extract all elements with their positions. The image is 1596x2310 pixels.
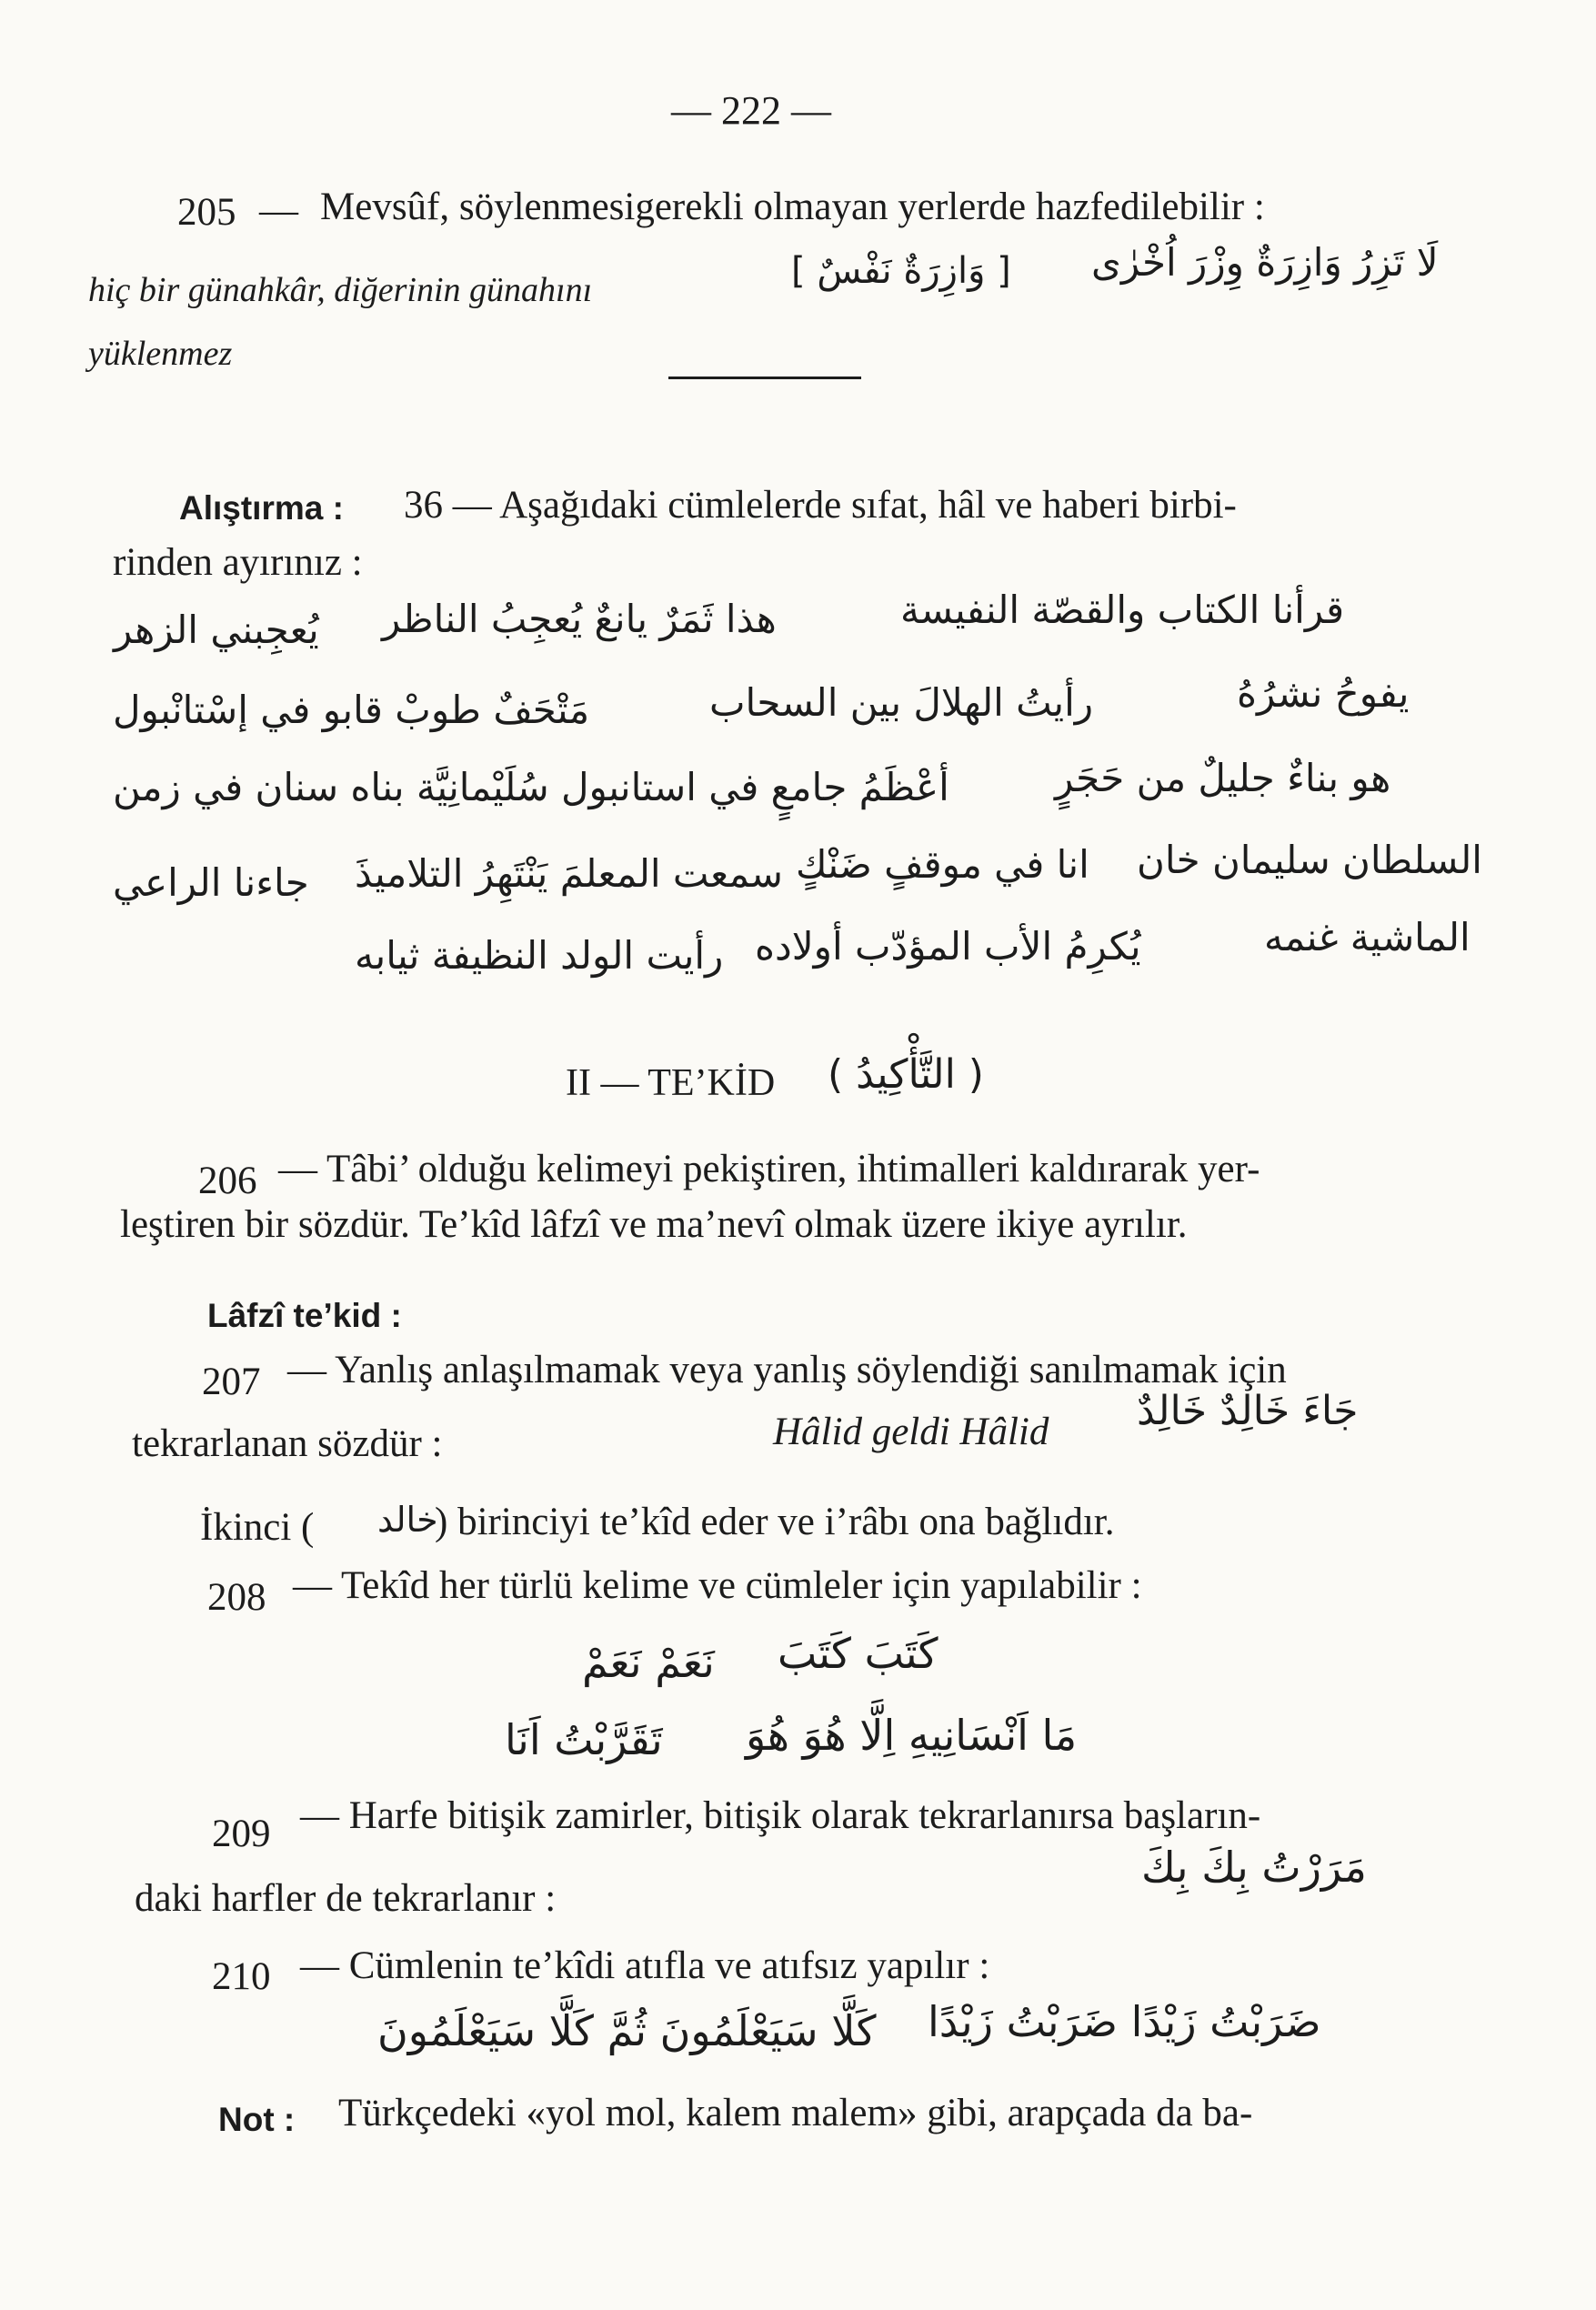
paragraph-210-text: — Cümlenin te’kîdi atıfla ve atıfsız yapılır : — [300, 1944, 990, 1987]
paragraph-210-example-left: كَلَّا سَيَعْلَمُونَ ثُمَّ كَلَّا سَيَعْلَمُونَ — [377, 2006, 877, 2055]
exercise-arabic-row-1-c: يُعجِبني الزهر — [114, 608, 319, 652]
exercise-text-line-1: 36 — Aşağıdaki cümlelerde sıfat, hâl ve haberi birbi- — [404, 484, 1237, 527]
exercise-arabic-row-2-b: رأيتُ الهلالَ بين السحاب — [709, 680, 1094, 725]
exercise-arabic-row-4-d: جاءنا الراعي — [113, 860, 309, 905]
paragraph-210-number: 210 — [212, 1955, 271, 1998]
note-label: Not : — [218, 2101, 296, 2138]
paragraph-205-example-ar: لَا تَزِرُ وَازِرَةٌ وِزْرَ اُخْرٰى — [1091, 240, 1439, 285]
paragraph-206-line-2: leştiren bir sözdür. Te’kîd lâfzî ve ma’nevî olmak üzere ikiye ayrılır. — [120, 1203, 1188, 1246]
exercise-arabic-row-5-c: رأيت الولد النظيفة ثيابه — [355, 933, 724, 978]
paragraph-209-example-ar: مَرَرْتُ بِكَ بِكَ — [1141, 1843, 1367, 1892]
paragraph-205-number: 205 — [177, 191, 236, 234]
section-divider — [668, 377, 861, 379]
paragraph-209-number: 209 — [212, 1813, 271, 1855]
paragraph-209-line-2: daki harfler de tekrarlanır : — [135, 1877, 557, 1920]
exercise-label: Alıştırma : — [179, 489, 344, 527]
exercise-arabic-row-4-c: سمعت المعلمَ يَنْتَهِرُ التلاميذَ — [355, 851, 783, 896]
exercise-arabic-row-4-b: انا في موقفٍ ضَنْكٍ — [796, 842, 1089, 887]
paragraph-208-example-1-left: نَعَمْ نَعَمْ — [582, 1638, 715, 1687]
paragraph-210-example-right: ضَرَبْتُ زَيْدًا ضَرَبْتُ زَيْدًا — [928, 1997, 1321, 2046]
ikinci-pre: İkinci ( — [200, 1506, 315, 1549]
paragraph-208-example-2-left: تَقَرَّبْتُ اَنَا — [505, 1715, 663, 1764]
lafzi-tekid-label: Lâfzî te’kid : — [207, 1297, 402, 1334]
paragraph-205-example-tr: hiç bir günahkâr, diğerinin günahını — [88, 271, 593, 309]
paragraph-209-line-1: — Harfe bitişik zamirler, bitişik olarak tekrarlanırsa başların- — [300, 1794, 1261, 1837]
exercise-arabic-row-3-a: هو بناءٌ جليلٌ من حَجَرٍ — [1055, 756, 1391, 800]
section-2-title-arabic: ( التَّأْكِيدُ ) — [828, 1051, 984, 1098]
section-2-title: II — TE’KİD — [566, 1062, 776, 1104]
exercise-arabic-row-3-b: أعْظَمُ جامعٍ في استانبول سُلَيْمانِيَّة بناه سنان في زمن — [113, 765, 949, 809]
ikinci-arabic: خالد — [377, 1500, 438, 1540]
exercise-arabic-row-5-b: يُكرِمُ الأب المؤدّب أولاده — [755, 924, 1141, 969]
paragraph-208-text: — Tekîd her türlü kelime ve cümleler için yapılabilir : — [293, 1564, 1142, 1607]
page-number: — 222 — — [671, 88, 831, 133]
exercise-arabic-row-1-b: هذا ثَمَرٌ يانعٌ يُعجِبُ الناظر — [382, 597, 777, 641]
paragraph-206-line-1: — Tâbi’ olduğu kelimeyi pekiştiren, ihtimalleri kaldırarak yer- — [278, 1148, 1260, 1190]
paragraph-207-line-1: — Yanlış anlaşılmamak veya yanlış söylendiği sanılmamak için — [287, 1349, 1287, 1391]
paragraph-205-example-ar-bracket: [ وَازِرَةٌ نَفْسٌ ] — [791, 250, 1011, 292]
ikinci-post: ) birinciyi te’kîd eder ve i’râbı ona bağlıdır. — [435, 1501, 1115, 1543]
exercise-arabic-row-2-a: يفوحُ نشرُهُ — [1237, 671, 1410, 716]
paragraph-206-number: 206 — [198, 1160, 257, 1202]
paragraph-205-dash: — — [259, 189, 298, 232]
paragraph-207-example-tr: Hâlid geldi Hâlid — [773, 1411, 1049, 1453]
exercise-arabic-row-2-c: مَتْحَفٌ طوبْ قابو في إسْتانْبول — [113, 688, 590, 732]
paragraph-205-text: Mevsûf, söylenmesigerekli olmayan yerlerde hazfedilebilir : — [320, 186, 1265, 228]
exercise-arabic-row-4-a: السلطان سليمان خان — [1137, 838, 1482, 882]
paragraph-208-example-1-right: كَتَبَ كَتَبَ — [778, 1629, 939, 1678]
exercise-arabic-row-1-a: قرأنا الكتاب والقصّة النفيسة — [900, 588, 1345, 632]
paragraph-207-number: 207 — [202, 1361, 261, 1403]
paragraph-208-number: 208 — [207, 1576, 266, 1619]
paragraph-208-example-2-right: مَا اَنْسَانِيهِ اِلَّا هُوَ هُوَ — [746, 1711, 1078, 1760]
exercise-arabic-row-5-a: الماشية غنمه — [1264, 915, 1471, 959]
paragraph-207-line-2: tekrarlanan sözdür : — [132, 1422, 443, 1465]
note-text: Türkçedeki «yol mol, kalem malem» gibi, arapçada da ba- — [338, 2092, 1253, 2134]
exercise-text-line-2: rinden ayırınız : — [113, 541, 363, 584]
paragraph-205-example-tr-2: yüklenmez — [88, 335, 233, 373]
paragraph-207-example-ar: جَاءَ خَالِدٌ خَالِدٌ — [1137, 1388, 1359, 1434]
